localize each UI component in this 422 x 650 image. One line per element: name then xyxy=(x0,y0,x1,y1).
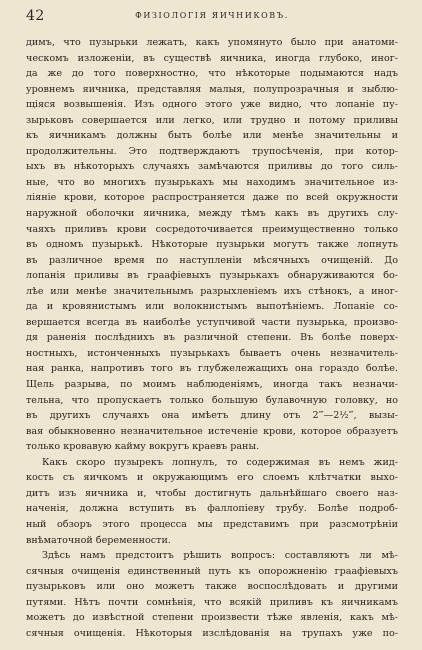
text-line: ный обзоръ этого процесса мы представимъ при разсмотрѣніи xyxy=(26,518,398,530)
paragraph xyxy=(26,455,398,548)
text-line: чаяхъ приливъ крови сосредоточивается преимущественно только xyxy=(26,223,398,235)
text-line: тельна, что пропускаетъ только большую булавочную головку, но xyxy=(26,394,398,406)
text-line: внѣматочной беременности. xyxy=(26,534,171,546)
page-header xyxy=(26,6,398,26)
text-line: только кровавую кайму вокругъ краевъ раны. xyxy=(26,441,260,453)
text-line: пузырьковъ или оно можетъ также воспослѣдовать и другими xyxy=(26,581,398,593)
text-line: вая обыкновенно незначительное истеченіе крови, которое образуетъ xyxy=(26,425,398,437)
text-line: да и кровянистымъ или волокнистымъ выпотѣніемъ. Лопаніе со- xyxy=(26,301,398,313)
text-line: ліяніе крови, которое распространяется даже по всей окружности xyxy=(26,192,398,204)
text-line: ыхъ въ нѣкоторыхъ случаяхъ замѣчаются приливы до того силь- xyxy=(26,161,398,173)
body-text xyxy=(26,35,398,641)
text-line: дитъ изъ яичника и, чтобы достигнуть дальнѣйшаго своего наз- xyxy=(26,487,398,499)
paragraph xyxy=(26,548,398,641)
text-line: сячныя очищенія. Нѣкоторыя изслѣдованія на трупахъ уже по- xyxy=(26,627,398,639)
running-head: ФИЗІОЛОГІЯ ЯИЧНИКОВЪ. xyxy=(135,11,289,20)
text-line: лѣе или менѣе значительнымъ разрыхленіемъ ихъ стѣнокъ, а иног- xyxy=(26,285,398,297)
text-line: наченія, должна вступить въ фаллопіеву трубу. Болѣе подроб- xyxy=(26,503,398,515)
text-line: уровнемъ яичника, представляя малыя, полупрозрачныя и зыблю- xyxy=(26,83,398,95)
text-line: да же до того поверхностно, что нѣкоторые подымаются надъ xyxy=(26,68,398,80)
text-line: путями. Нѣтъ почти сомнѣнія, что всякій приливъ къ яичникамъ xyxy=(26,596,398,608)
paragraph xyxy=(26,35,398,455)
text-line: димъ, что пузырьки лежатъ, какъ упомянуто было при анатоми- xyxy=(26,37,398,48)
text-line: ческомъ изложеніи, въ существѣ яичника, иногда глубоко, иног- xyxy=(26,52,398,64)
text-line: къ яичникамъ должны быть болѣе или менѣе значительны и xyxy=(26,130,398,142)
text-line: ные, что во многихъ пузырькахъ мы находимъ значительное из- xyxy=(26,176,398,188)
text-line: продолжительны. Это подтверждаютъ трупосѣченія, при котор- xyxy=(26,145,398,157)
text-line: лопанія приливы въ граафіевыхъ пузырькахъ обнаруживаются бо- xyxy=(26,270,398,282)
text-line: сячныя очищенія единственный путь къ опорожненію граафіевыхъ xyxy=(26,565,398,577)
text-line: наружной оболочки яичника, между тѣмъ какъ въ другихъ слу- xyxy=(26,208,398,220)
text-line: зырьковъ совершается или легко, или трудно и потому приливы xyxy=(26,114,398,126)
text-line: дя раненія послѣднихъ въ различной степени. Въ болѣе поверх- xyxy=(26,332,398,344)
text-line: въ другихъ случаяхъ она имѣетъ длину отъ 2‴—2½‴, вызы- xyxy=(26,410,398,422)
text-line: щіяся возвышенія. Изъ одного этого уже видно, что лопаніе пу- xyxy=(26,99,398,111)
text-line: вершается всегда въ наиболѣе уступчивой части пузырька, произво- xyxy=(26,316,398,328)
text-line: ная ранка, напротивъ того въ глубжележащихъ она гораздо болѣе. xyxy=(26,363,398,375)
text-line: ностныхъ, истонченныхъ пузырькахъ бываетъ очень незначитель- xyxy=(26,347,398,359)
text-line: можетъ до извѣстной степени произвести тѣже явленія, какъ мѣ- xyxy=(26,612,398,624)
text-line: въ одномъ пузырькѣ. Нѣкоторые пузырьки могутъ также лопнуть xyxy=(26,239,398,251)
text-line: Какъ скоро пузырекъ лопнулъ, то содержимая въ немъ жид- xyxy=(42,456,398,468)
text-line: кость съ яичкомъ и окружающимъ его слоемъ клѣтчатки выхо- xyxy=(26,472,398,484)
text-line: Здѣсь намъ предстоитъ рѣшить вопросъ: составляютъ ли мѣ- xyxy=(42,550,398,562)
page-number: 42 xyxy=(26,8,45,24)
text-line: Щель разрыва, по моимъ наблюденіямъ, иногда такъ незначи- xyxy=(26,379,398,391)
text-line: въ различное время по наступленіи мѣсячныхъ очищеній. До xyxy=(26,254,398,266)
